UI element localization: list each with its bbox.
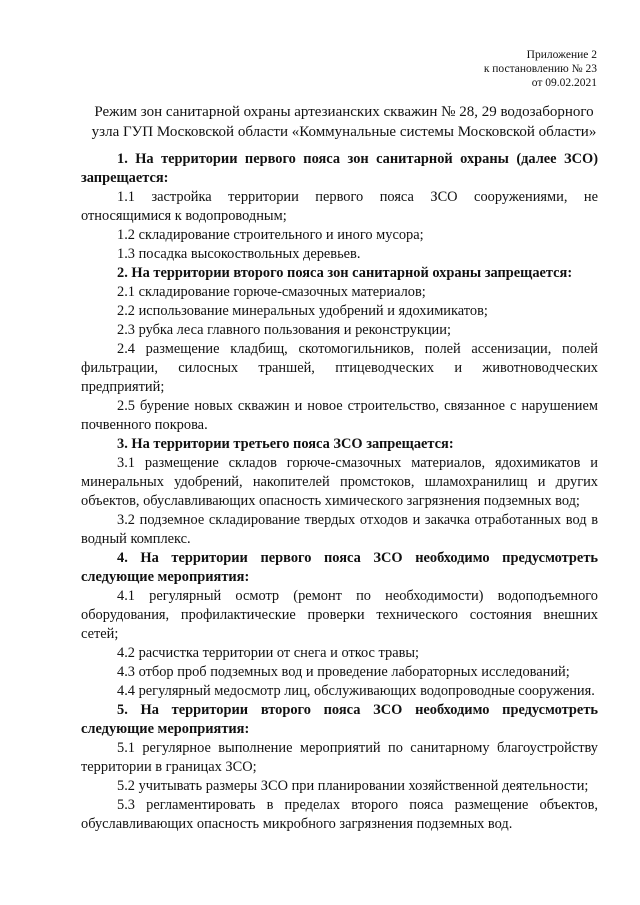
list-item: 3.1 размещение складов горюче-смазочных материалов, ядохимикатов и минеральных удобрений, накопителей промстоков, шламохранилищ и других объектов, обуславливающих опасность химического загрязнения подземных вод;: [81, 455, 598, 509]
list-item: 1.1 застройка территории первого пояса ЗСО сооружениями, не относящимися к водопроводным;: [81, 189, 598, 224]
section-heading: 1. На территории первого пояса зон санитарной охраны (далее ЗСО) запрещается:: [81, 151, 598, 186]
list-item: 5.3 регламентировать в пределах второго пояса размещение объектов, обуславливающих опасность микробного загрязнения подземных вод.: [81, 797, 598, 832]
list-item: 2.4 размещение кладбищ, скотомогильников, полей ассенизации, полей фильтрации, силосных траншей, птицеводческих и животноводческих предприятий;: [81, 341, 598, 395]
list-item: 4.1 регулярный осмотр (ремонт по необходимости) водоподъемного оборудования, профилактические проверки технического состояния внешних сетей;: [81, 588, 598, 642]
appendix-note: [484, 48, 597, 90]
list-item: 4.2 расчистка территории от снега и откос травы;: [117, 645, 420, 661]
list-item: 3.2 подземное складирование твердых отходов и закачка отработанных вод в водный комплекс.: [81, 512, 598, 547]
appendix-line: к постановлению № 23: [483, 63, 597, 75]
list-item: 2.1 складирование горюче-смазочных материалов;: [117, 284, 426, 300]
appendix-line: от 09.02.2021: [531, 77, 597, 89]
section-heading: 4. На территории первого пояса ЗСО необходимо предусмотреть следующие мероприятия:: [81, 550, 598, 585]
section-heading: 3. На территории третьего пояса ЗСО запрещается:: [117, 436, 454, 452]
appendix-line: Приложение 2: [526, 49, 597, 61]
list-item: 1.3 посадка высокоствольных деревьев.: [117, 246, 361, 262]
title-line: узла ГУП Московской области «Коммунальные системы Московской области»: [91, 124, 597, 140]
list-item: 2.3 рубка леса главного пользования и реконструкции;: [117, 322, 451, 338]
list-item: 4.3 отбор проб подземных вод и проведение лабораторных исследований;: [117, 664, 570, 680]
document-title: [80, 102, 608, 142]
list-item: 5.1 регулярное выполнение мероприятий по санитарному благоустройству территории в границах ЗСО;: [81, 740, 598, 775]
list-item: 2.2 использование минеральных удобрений и ядохимикатов;: [117, 303, 488, 319]
list-item: 5.2 учитывать размеры ЗСО при планировании хозяйственной деятельности;: [117, 778, 589, 794]
section-heading: 2. На территории второго пояса зон санитарной охраны запрещается:: [117, 265, 573, 281]
list-item: 1.2 складирование строительного и иного мусора;: [117, 227, 424, 243]
section-heading: 5. На территории второго пояса ЗСО необходимо предусмотреть следующие мероприятия:: [81, 702, 598, 737]
list-item: 4.4 регулярный медосмотр лиц, обслуживающих водопроводные сооружения.: [117, 683, 595, 699]
list-item: 2.5 бурение новых скважин и новое строительство, связанное с нарушением почвенного покрова.: [81, 398, 598, 433]
document-body: [81, 150, 598, 834]
title-line: Режим зон санитарной охраны артезианских скважин № 28, 29 водозаборного: [94, 104, 594, 120]
